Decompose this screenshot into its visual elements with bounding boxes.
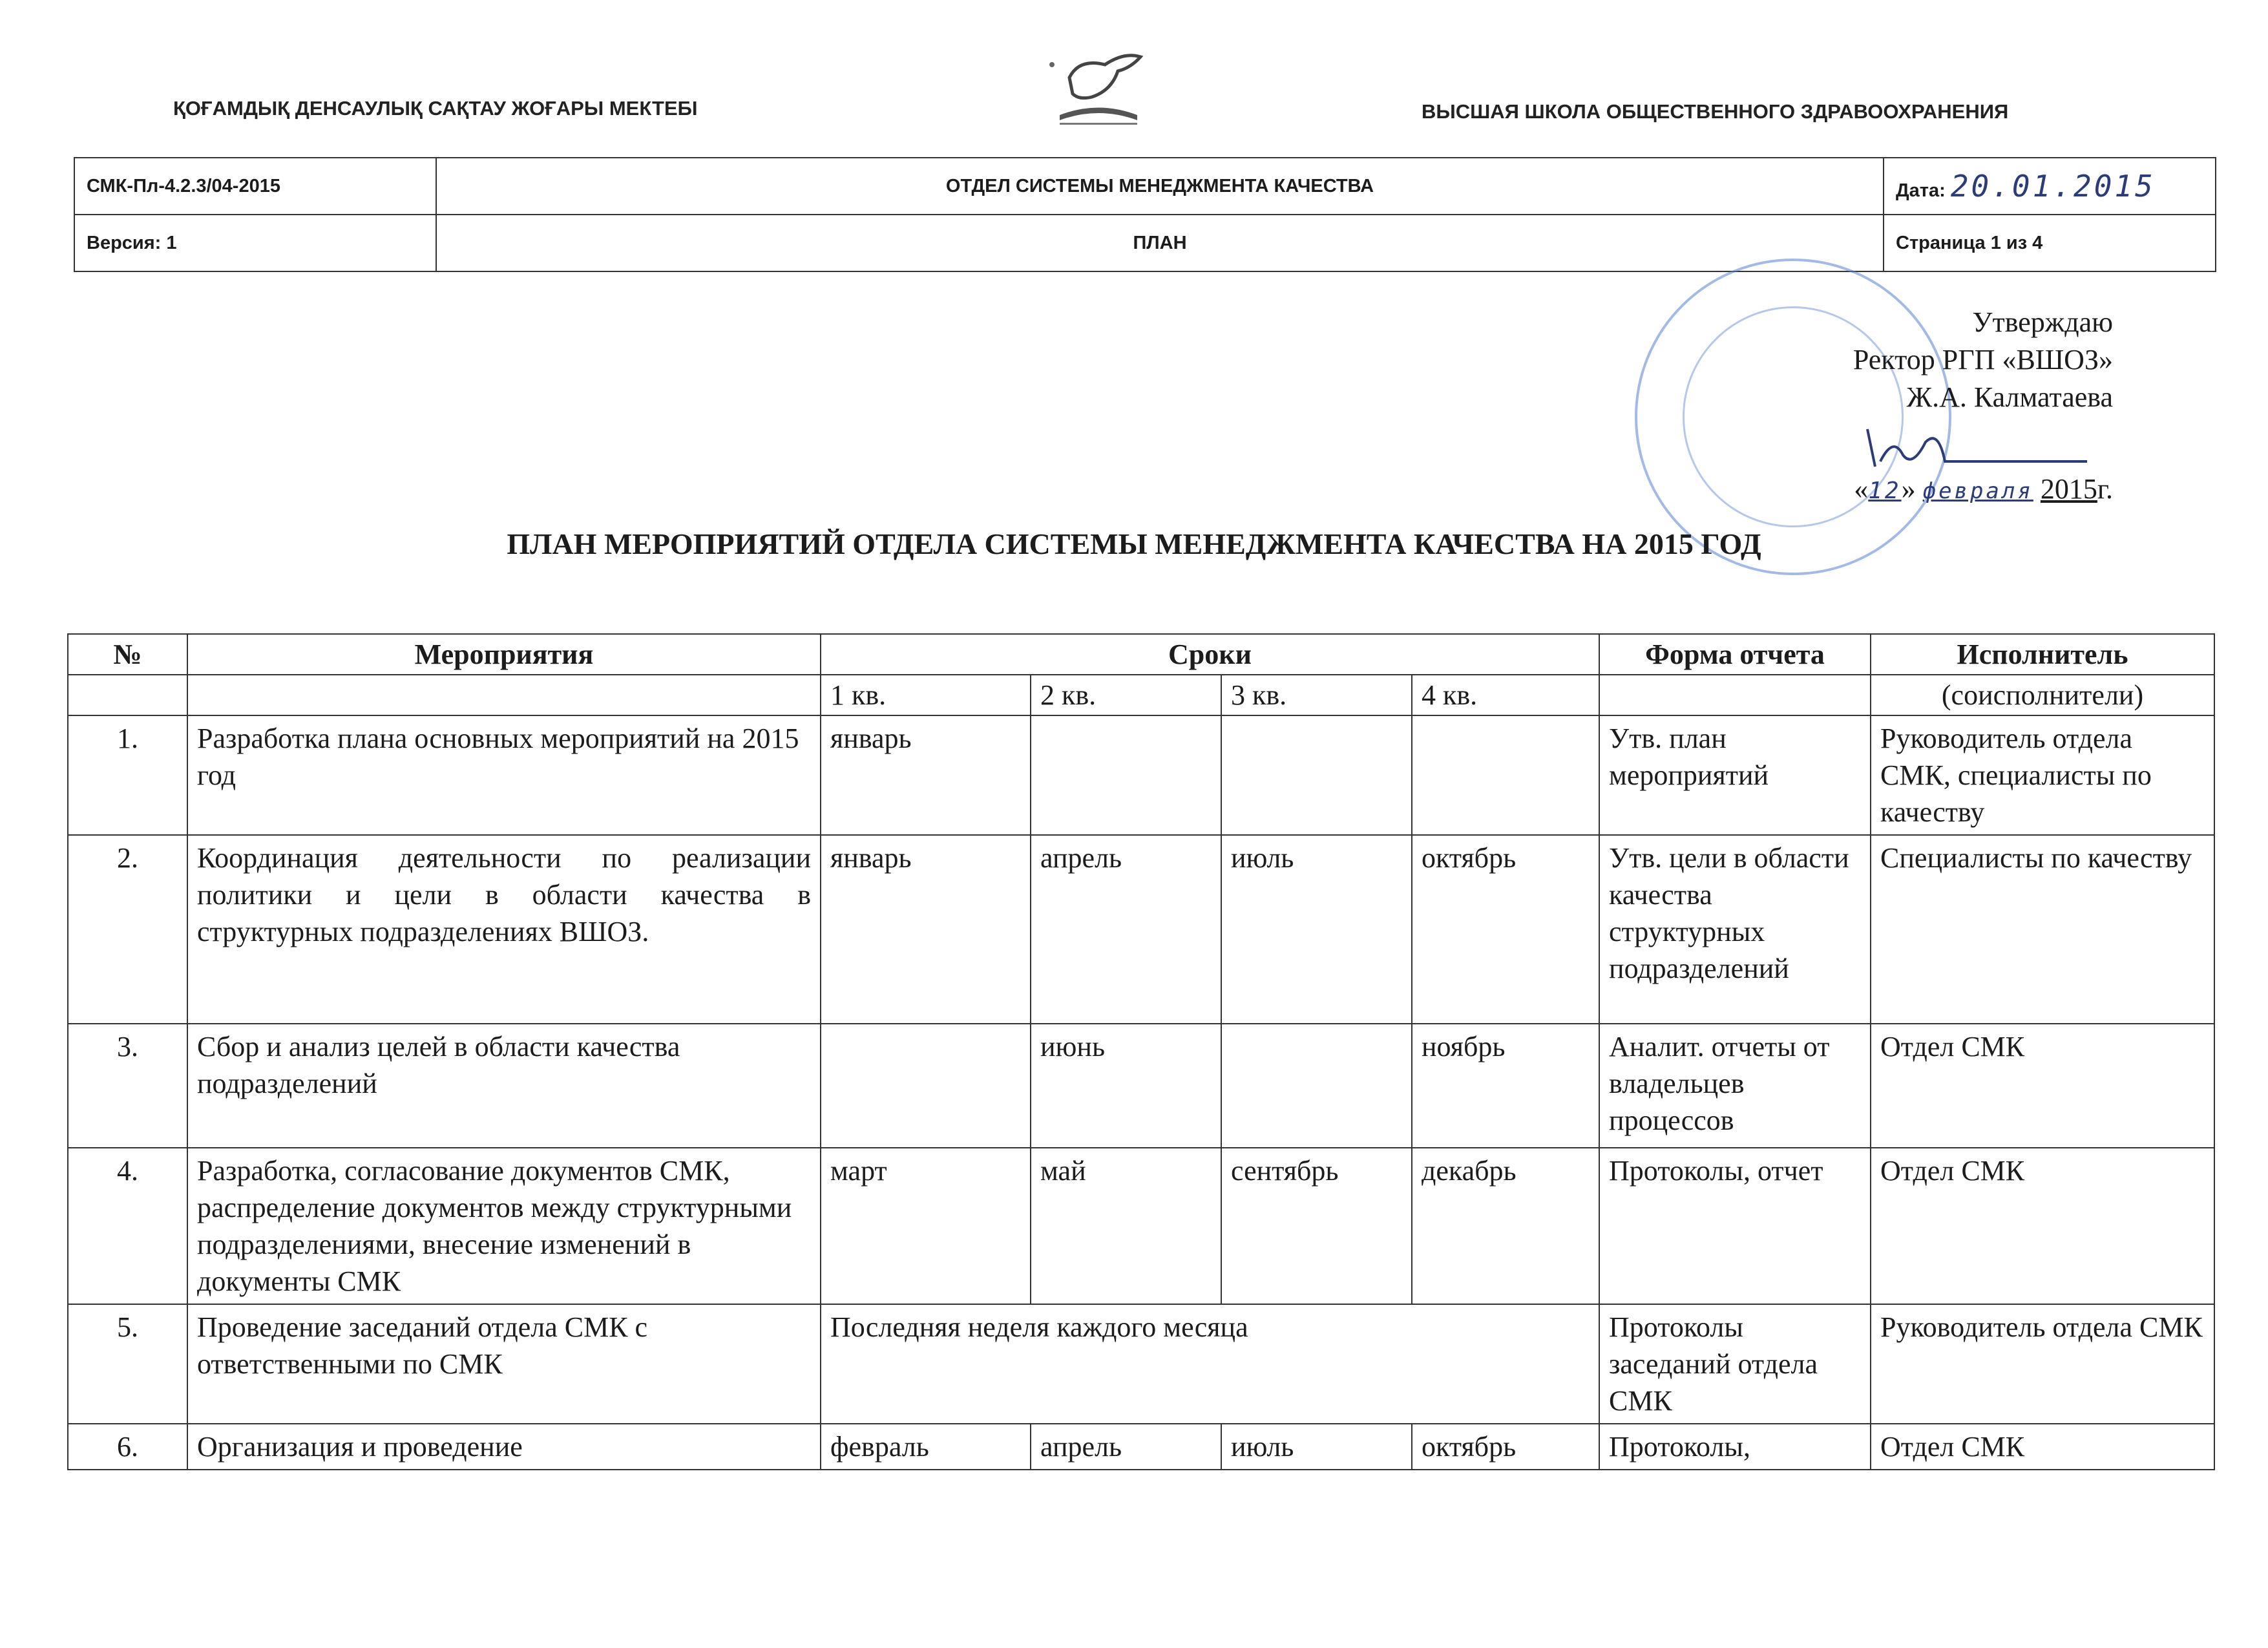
- row-q1: март: [821, 1148, 1031, 1304]
- plan-table: [67, 633, 2215, 1470]
- row-q4: октябрь: [1412, 1424, 1599, 1470]
- row-q2: апрель: [1031, 835, 1221, 1024]
- table-row: [68, 715, 2214, 835]
- row-num: 1.: [68, 715, 187, 835]
- row-q4: декабрь: [1412, 1148, 1599, 1304]
- col-header-co-executors: (соисполнители): [1871, 675, 2214, 715]
- row-q2: май: [1031, 1148, 1221, 1304]
- row-merged-terms: Последняя неделя каждого месяца: [821, 1304, 1599, 1424]
- approval-day: 12: [1868, 478, 1902, 504]
- row-num: 5.: [68, 1304, 187, 1424]
- row-report: Протоколы,: [1599, 1424, 1871, 1470]
- subheader-row: [68, 675, 2214, 715]
- col-header-q4: 4 кв.: [1412, 675, 1599, 715]
- col-header-terms: Сроки: [821, 634, 1599, 675]
- row-q1: январь: [821, 715, 1031, 835]
- col-header-activity: Мероприятия: [187, 634, 821, 675]
- row-executor: Отдел СМК: [1871, 1024, 2214, 1148]
- col-header-q2: 2 кв.: [1031, 675, 1221, 715]
- row-executor: Руководитель отдела СМК, специалисты по качеству: [1871, 715, 2214, 835]
- row-report: Протоколы, отчет: [1599, 1148, 1871, 1304]
- row-q2: апрель: [1031, 1424, 1221, 1470]
- row-q1: [821, 1024, 1031, 1148]
- row-q3: [1221, 715, 1412, 835]
- col-header-num: №: [68, 634, 187, 675]
- signature: [1853, 416, 2113, 470]
- doc-code: СМК-Пл-4.2.3/04-2015: [74, 158, 436, 215]
- table-row: [68, 1148, 2214, 1304]
- approval-line-1: Утверждаю: [1972, 306, 2113, 338]
- row-executor: Отдел СМК: [1871, 1424, 2214, 1470]
- row-q3: июль: [1221, 835, 1412, 1024]
- page-title: ПЛАН МЕРОПРИЯТИЙ ОТДЕЛА СИСТЕМЫ МЕНЕДЖМЕНТА КАЧЕСТВА НА 2015 ГОД: [507, 527, 1761, 560]
- row-q2: [1031, 715, 1221, 835]
- col-header-executor: Исполнитель: [1871, 634, 2214, 675]
- approval-block: [1853, 304, 2113, 510]
- row-activity: Организация и проведение: [187, 1424, 821, 1470]
- row-q1: январь: [821, 835, 1031, 1024]
- row-q1: февраль: [821, 1424, 1031, 1470]
- row-activity: Разработка плана основных мероприятий на 2015 год: [187, 715, 821, 835]
- row-report: Утв. план мероприятий: [1599, 715, 1871, 835]
- approval-month: февраля: [1922, 478, 2033, 504]
- version: Версия: 1: [74, 215, 436, 271]
- row-q3: июль: [1221, 1424, 1412, 1470]
- row-report: Аналит. отчеты от владельцев процессов: [1599, 1024, 1871, 1148]
- department-name: ОТДЕЛ СИСТЕМЫ МЕНЕДЖМЕНТА КАЧЕСТВА: [436, 158, 1884, 215]
- school-logo: [1034, 39, 1163, 129]
- col-header-q1: 1 кв.: [821, 675, 1031, 715]
- table-row: [68, 1304, 2214, 1424]
- table-row: [68, 835, 2214, 1024]
- row-activity: Сбор и анализ целей в области качества подразделений: [187, 1024, 821, 1148]
- row-num: 3.: [68, 1024, 187, 1148]
- page-number: Страница 1 из 4: [1884, 215, 2216, 271]
- header-right-org: ВЫСШАЯ ШКОЛА ОБЩЕСТВЕННОГО ЗДРАВООХРАНЕНИЯ: [1422, 100, 2009, 123]
- table-row: [68, 1024, 2214, 1148]
- date-label: Дата:: [1896, 180, 1946, 201]
- date-value: 20.01.2015: [1950, 169, 2156, 204]
- row-activity: Координация деятельности по реализации политики и цели в области качества в структурных подразделениях ВШОЗ.: [187, 835, 821, 1024]
- row-executor: Отдел СМК: [1871, 1148, 2214, 1304]
- row-q3: сентябрь: [1221, 1148, 1412, 1304]
- row-q2: июнь: [1031, 1024, 1221, 1148]
- date-cell: [1884, 158, 2216, 215]
- row-num: 4.: [68, 1148, 187, 1304]
- doc-type: ПЛАН: [436, 215, 1884, 271]
- row-executor: Руководитель отдела СМК: [1871, 1304, 2214, 1424]
- header-left-org: ҚОҒАМДЫҚ ДЕНСАУЛЫҚ САҚТАУ ЖОҒАРЫ МЕКТЕБІ: [173, 97, 698, 120]
- row-q3: [1221, 1024, 1412, 1148]
- col-header-q3: 3 кв.: [1221, 675, 1412, 715]
- approval-year: 2015: [2040, 473, 2097, 505]
- document-meta-table: [74, 157, 2216, 272]
- header-row: [68, 634, 2214, 675]
- table-row: [68, 1424, 2214, 1470]
- row-q4: октябрь: [1412, 835, 1599, 1024]
- approval-date: «12» февраля 2015г.: [1854, 473, 2113, 505]
- row-report: Утв. цели в области качества структурных подразделений: [1599, 835, 1871, 1024]
- row-q4: [1412, 715, 1599, 835]
- row-activity: Проведение заседаний отдела СМК с ответственными по СМК: [187, 1304, 821, 1424]
- col-header-report: Форма отчета: [1599, 634, 1871, 675]
- row-num: 2.: [68, 835, 187, 1024]
- row-executor: Специалисты по качеству: [1871, 835, 2214, 1024]
- row-q4: ноябрь: [1412, 1024, 1599, 1148]
- approval-line-3: Ж.А. Калматаева: [1906, 381, 2113, 413]
- row-num: 6.: [68, 1424, 187, 1470]
- approval-line-2: Ректор РГП «ВШОЗ»: [1853, 344, 2113, 375]
- row-activity: Разработка, согласование документов СМК, распределение документов между структурными подразделениями, внесение изменений в документы СМК: [187, 1148, 821, 1304]
- row-report: Протоколы заседаний отдела СМК: [1599, 1304, 1871, 1424]
